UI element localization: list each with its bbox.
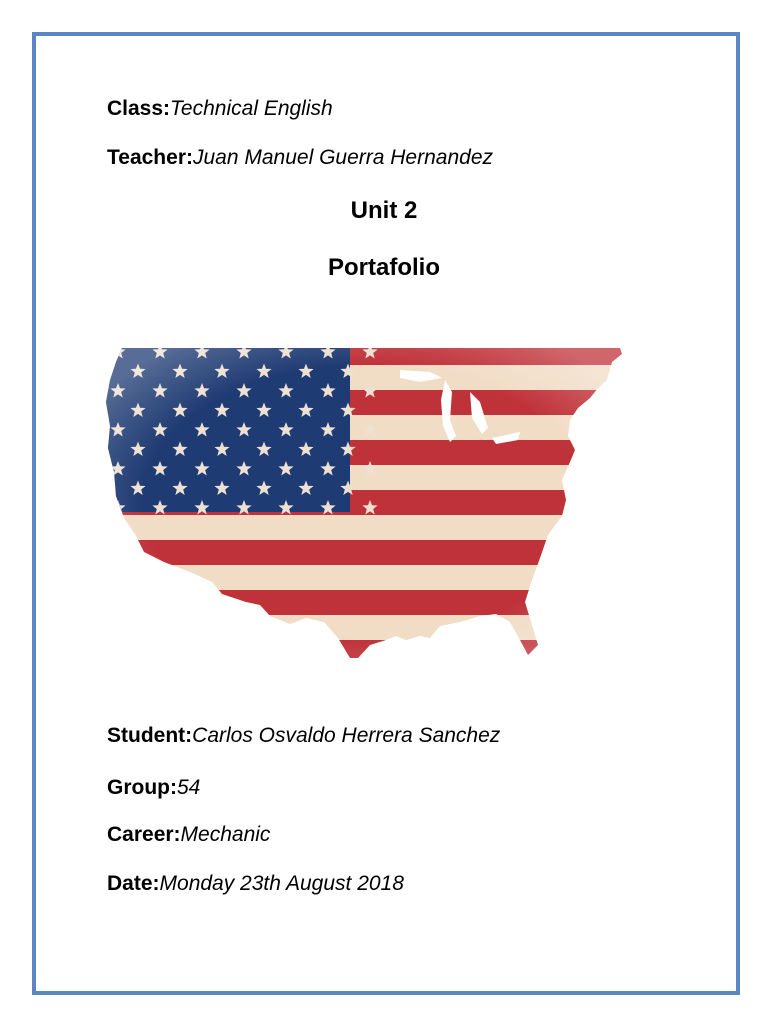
student-line: [107, 723, 500, 749]
class-label: Class:: [107, 97, 171, 120]
group-line: [107, 775, 200, 801]
unit-title: Unit 2: [350, 197, 418, 224]
teacher-value: Juan Manuel Guerra Hernandez: [192, 146, 493, 169]
career-label: Career:: [107, 823, 181, 846]
student-label: Student:: [107, 724, 193, 747]
group-label: Group:: [107, 776, 177, 799]
date-label: Date:: [107, 872, 160, 895]
class-line: [107, 96, 333, 122]
teacher-line: [107, 145, 493, 171]
portfolio-title: Portafolio: [328, 254, 440, 281]
career-value: Mechanic: [180, 823, 271, 846]
group-value: 54: [176, 776, 201, 799]
usa-flag-map-image: [100, 340, 630, 665]
image-vignette: [100, 340, 630, 665]
date-line: [107, 871, 404, 897]
class-value: Technical English: [170, 97, 333, 120]
teacher-label: Teacher:: [107, 146, 193, 169]
date-value: Monday 23th August 2018: [159, 872, 404, 895]
student-value: Carlos Osvaldo Herrera Sanchez: [192, 724, 501, 747]
career-line: [107, 822, 270, 848]
